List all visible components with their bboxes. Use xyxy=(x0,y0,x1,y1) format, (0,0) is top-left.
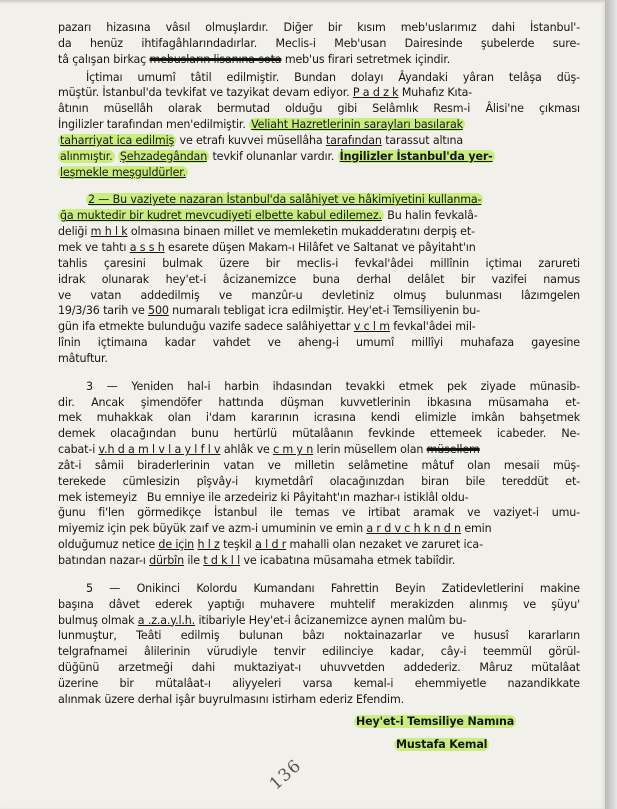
paragraph-3 xyxy=(58,379,580,569)
text-line: bulmuş olmak a .z.a.y.l.h. itibariyle Hey'et-i âcizanemizce aynen malûm bu- xyxy=(58,613,467,627)
coded-word: a s s h xyxy=(129,240,165,254)
coded-word: t d k l l xyxy=(203,554,241,567)
paragraph-1 xyxy=(58,70,580,181)
coded-word: c m y n xyxy=(273,443,314,457)
coded-word: v.h d a m l v l a y l f l v xyxy=(98,443,221,457)
signature-title: Hey'et-i Temsiliye Namına xyxy=(356,714,515,728)
text-line: pazarı hizasına vâsıl olmuşlardır. Diğer bir kısım meb'uslarımız dahi İstanbul'- xyxy=(58,21,580,34)
text-line: başına dâvet ederek yaptığı muhavere muhtelif merakizden alınmış ve şüyu' xyxy=(58,597,580,611)
text-line: ve vatan addedilmiş ve manzûr-u devletiniz olmuş bulunması lâzımgelen xyxy=(58,288,580,302)
text-line: mâtuftur. xyxy=(58,351,108,365)
text-line: İngilizler tarafından men'edilmiştir. Veliaht Hazretlerinin sarayları basılarak xyxy=(58,118,463,132)
text-line: lunmuştur, Teâti edilmiş bulunan bâzı noktainazarlar ve hususî kararların xyxy=(58,629,580,643)
text-line: demek olacağından bunu hertürlü mütalâanın fevkinde ettemeek icabeder. Ne- xyxy=(58,427,580,441)
text-line: zât-i sâmii biraderlerinin vatan ve milletin selâmetine mâtuf olan mesaii müş- xyxy=(58,458,580,472)
text-line: mek muhakkak olan i'dam kararının icrasına kendi elimizle imkân bahşetmek xyxy=(58,411,580,425)
highlighted-text: taharriyat ica edilmiş xyxy=(60,133,175,147)
text-line: olduğumuz netice de için h l z teşkil a l d r mahalli olan nezaket ve zaruret ica- xyxy=(58,538,483,552)
text-line: tahlis çaresini bulmak üzere bir meclis-i fevkal'âdei millînin içtimaı zarureti xyxy=(58,256,580,270)
highlighted-text: 2 — Bu vaziyete nazaran İstanbul'da salâhiyet ve hâkimiyetini kullanma- xyxy=(88,193,482,207)
text-line: 3 — Yeniden hal-i harbin ihdasından tevakki etmek pek ziyade münasib- xyxy=(86,379,580,393)
page-top-edge xyxy=(0,0,605,4)
struck-text: mebusların lisanına sota xyxy=(149,52,282,66)
highlighted-text: ğa muktedir bir kudret mevcudiyeti elbette kabul edilemez. xyxy=(60,209,382,223)
text-line: batından nazar-ı dürbîn ile t d k l l ve icabatına müsamaha etmek tabiîdir. xyxy=(58,554,456,567)
coded-word: h l z xyxy=(197,538,220,552)
paragraph-2 xyxy=(58,192,580,366)
signature-name: Mustafa Kemal xyxy=(396,738,488,752)
text-line: cabat-i v.h d a m l v l a y l f l v ahlâk ve c m y n lerin müsellem olan müsellem xyxy=(58,443,480,457)
text-line: taharriyat ica edilmiş ve etrafı kuvvei müsellâha tarafından tarassut altına xyxy=(60,133,464,147)
coded-word: v c l m xyxy=(353,320,390,334)
paragraph-5 xyxy=(58,581,580,708)
document-body xyxy=(58,20,580,753)
text-line xyxy=(58,192,580,208)
coded-word: m h l k xyxy=(90,225,128,239)
text-line: gün ifa etmekte bulunduğu vazife sadece salâhiyettar v c l m fevkal'âdei mil- xyxy=(58,320,476,334)
highlighted-text: İngilizler İstanbul'da yer- xyxy=(339,149,493,163)
highlighted-text: Veliaht Hazretlerinin sarayları basılarak xyxy=(251,118,463,132)
page-edge-shadow xyxy=(605,0,617,809)
text-line: telgrafnamei âlilerinin vürudiyle tenvir edilinciye kadar, cây-i teemmül görül- xyxy=(58,645,580,659)
text-line: mek istemeyiz Bu emniye ile arzedeiriz ki Pâyitaht'ın mazhar-ı istiklâl oldu- xyxy=(58,490,469,504)
text-line: deliği m h l k olmasına binaen millet ve memleketin mukadderatını derpiş et- xyxy=(58,225,475,239)
text-line: müştür. İstanbul'da tevkifat ve tazyikat devam ediyor. P a d z k Muhafız Kıta- xyxy=(58,86,473,100)
signature-block xyxy=(58,714,580,754)
struck-text: müsellem xyxy=(426,443,480,457)
text-line: İçtimaı umumî tâtil edilmiştir. Bundan dolayı Âyandaki yâran telâşa düş- xyxy=(86,70,580,84)
paragraph-intro xyxy=(58,20,580,68)
text-line: üzerine bir mütalâat-ı aliyyeleri varsa kemal-i ehemmiyetle nazandikkate xyxy=(58,676,580,690)
text-line: alınmıştır. Şehzadegândan tevkif olunanlar vardır. İngilizler İstanbul'da yer- xyxy=(60,149,493,163)
highlighted-text: Şehzadegândan xyxy=(119,149,208,163)
text-line: ğa muktedir bir kudret mevcudiyeti elbette kabul edilemez. Bu halin fevkalâ- xyxy=(60,209,478,223)
coded-word: a r d v c h k n d n xyxy=(366,522,461,536)
text-line: mek ve tahtı a s s h esarete düşen Makam-ı Hilâfet ve Saltanat ve pâyitaht'ın xyxy=(58,240,476,254)
text-line xyxy=(58,165,580,181)
text-line: dir. Ancak şimendöfer hattında düşman kuvvetlerinin ibkasına müsamaha et- xyxy=(58,395,580,409)
text-line: miyemiz için pek büyük zaıf ve azm-i umuminin ve emin a r d v c h k n d n emin xyxy=(58,522,492,536)
text-line: da henüz ihtifagâhlarındadırlar. Meclis-i Meb'usan Dairesinde şubelerde sure- xyxy=(58,36,580,50)
text-line: 19/3/36 tarih ve 500 numaralı tebligat icra edilmiştir. Hey'et-i Temsiliyenin bu- xyxy=(58,304,481,318)
text-line: alınmak üzere derhal işâr buyrulmasını istirham ederiz Efendim. xyxy=(58,692,405,706)
text-line: idrak olunarak hey'et-i âcizanemizce buna derhal delâlet bir vazifei namus xyxy=(58,272,580,286)
highlighted-text: alınmıştır. xyxy=(60,149,113,163)
page-number-stamp: 136 xyxy=(265,755,306,795)
coded-word: a l d r xyxy=(255,538,287,552)
text-line: lînin içtimaına kadar vahdet ve aheng-i umumî millîyi muhafaza gayesine xyxy=(58,336,580,350)
text-line: düğünü arzetmeği dahi muktaziyat-ı uhuvvetden addederiz. Mâruz mütalâat xyxy=(58,661,580,675)
text-line: tâ çalışan birkaç mebusların lisanına sota meb'us firari setretmek içindir. xyxy=(58,52,451,66)
text-line: 5 — Onikinci Kolordu Kumandanı Fahrettin Beyin Zatidevletlerini makine xyxy=(86,581,580,595)
text-line: âtının müsellâh olarak bermutad olduğu gibi Selâmlık Resm-i Âlisi'ne çıkması xyxy=(58,102,580,116)
highlighted-text: leşmekle meşguldürler. xyxy=(60,165,187,179)
text-line: terekede cümlesizin pîşvây-i kıymetdârî olacağınızdan biran bile tereddüt et- xyxy=(58,474,580,488)
coded-word: a .z.a.y.l.h. xyxy=(137,613,196,627)
text-line: ğunu fi'len görmedikçe İstanbul ile temas ve irtibat aramak ve vaziyet-i umu- xyxy=(58,506,580,520)
coded-word: P a d z k xyxy=(352,86,399,100)
number-box: 500 xyxy=(148,304,169,318)
